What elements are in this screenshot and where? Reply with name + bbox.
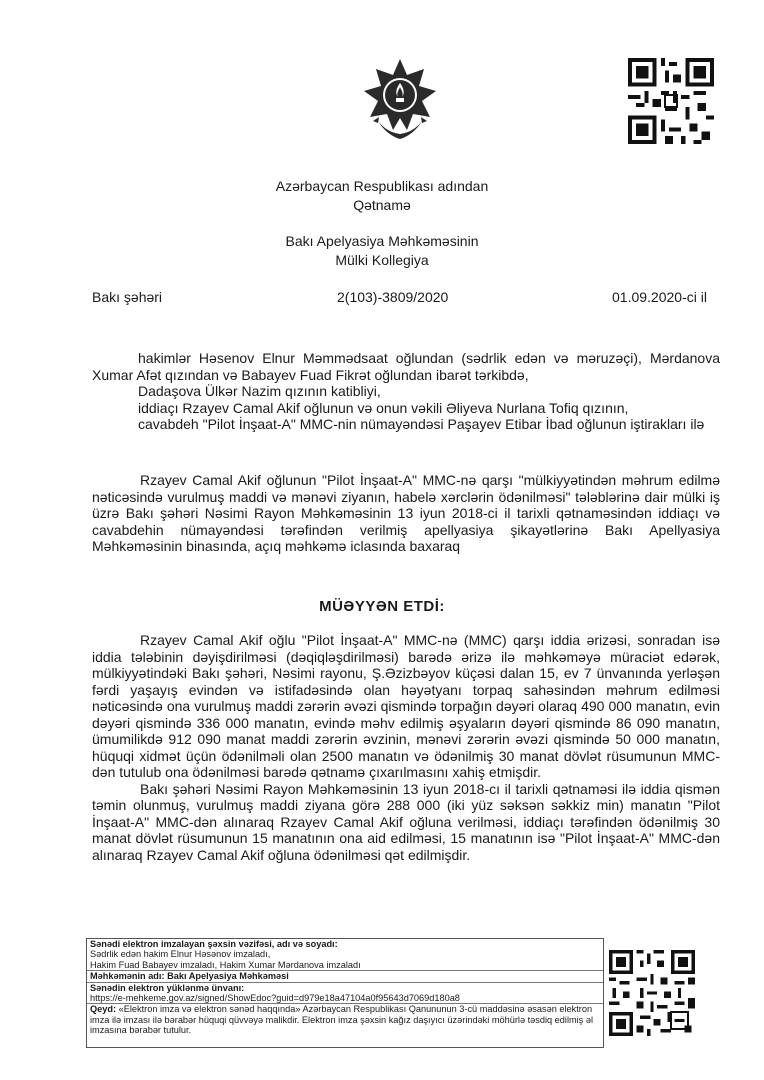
document-type: Qətnamə bbox=[353, 197, 411, 213]
signer-line-2: Hakim Fuad Babayev imzaladı, Hakim Xumar Mərdanova imzaladı bbox=[90, 959, 361, 970]
findings-section bbox=[92, 632, 720, 863]
court-value: Bakı Apelyasiya Məhkəməsi bbox=[167, 971, 289, 982]
note-label: Qeyd: bbox=[90, 1004, 117, 1015]
note-text: «Elektron imza və elektron sənəd haqqında» Azərbaycan Respublikası Qanununun 3-cü maddəsinə əsasən elektron imza ilə imzası ilə bərabər hüquqi qüvvəyə malikdir. Elektron imza şəxsin kağız daşıyıcı üzərindəki möhürlə təsdiq edilmiş əl imzasına bərabər tutulur. bbox=[90, 1004, 593, 1036]
composition-section bbox=[92, 350, 720, 433]
court-label: Məhkəmənin adı: bbox=[90, 971, 165, 982]
clerk-paragraph: Dadaşova Ülkər Nazim qızının katibliyi, bbox=[138, 383, 381, 399]
court-division: Mülki Kollegiya bbox=[335, 252, 429, 268]
address-label: Sənədin elektron yüklənmə ünvanı: bbox=[87, 982, 603, 993]
city: Bakı şəhəri bbox=[92, 289, 163, 305]
state-emblem-icon bbox=[363, 57, 437, 149]
note bbox=[87, 1003, 603, 1035]
case-description: Rzayev Camal Akif oğlunun "Pilot İnşaat-A" MMC-nə qarşı "mülkiyyətindən məhrum edilmə nəticəsində vurulmuş maddi və mənəvi ziyanın, habelə xərclərin ödənilməsi" tələblərinə dair mülki iş üzrə Bakı şəhəri Nəsimi Rayon Məhkəməsinin 13 iyun 2018-ci il tarixli qətnaməsindən iddiaçı və cavabdehin nümayəndəsi tərəfindən verilmiş apellyasiya şikayətlərinə Bakı Apellyasiya Məhkəməsinin binasında, açıq məhkəmə iclasında baxaraq bbox=[92, 472, 720, 554]
qr-code-icon bbox=[628, 58, 714, 144]
defendant-paragraph: cavabdeh "Pilot İnşaat-A" MMC-nin nümayəndəsi Paşayev Etibar İbad oğlunun iştirakları ilə bbox=[138, 416, 705, 432]
e-signature-box bbox=[86, 938, 604, 1048]
qr-code-icon bbox=[609, 950, 695, 1036]
claim-paragraph: Rzayev Camal Akif oğlu "Pilot İnşaat-A" MMC-nə (MMC) qarşı iddia ərizəsi, sonradan isə iddia tələbinin dəyişdirilməsi (dəqiqləşdirilməsi) barədə ərizə ilə məhkəməyə müraciət edərək, mülkiyyətindəki Bakı şəhəri, Nəsimi rayonu, Ş.Əzizbəyov küçəsi dalan 15, ev 7 ünvanında yerləşən fərdi yaşayış evindən və istifadəsində olan həyətyanı torpaq sahəsindən məhrum edilməsi nəticəsində ona vurulmuş maddi zərərin əvəzi qismində torpağın dəyəri olaraq 490 000 manatın, evin dəyəri qismində 336 000 manatın, evində məhv edilmiş əşyaların dəyəri qismində 86 090 manatın, ümumilikdə 912 090 manat maddi zərərin əvzinin, mənəvi zərərin əvəzi qismində 50 000 manatın, hüquqi xidmət üçün ödənilməli olan 2500 manatın və ödənilmiş 30 manat dövlət rüsumunun MMC-dən tutulub ona ödənilməsi barədə qətnamə çıxarılmasını xahiş etmişdir. bbox=[92, 632, 720, 780]
case-number: 2(103)-3809/2020 bbox=[337, 289, 449, 305]
signers-label: Sənədi elektron imzalayan şəxsin vəzifəsi, adı və soyadı: bbox=[90, 939, 338, 949]
court-line bbox=[87, 970, 603, 981]
decision-date: 01.09.2020-ci il bbox=[612, 289, 707, 305]
case-paragraph bbox=[92, 472, 720, 555]
signer-line-1: Sədrlik edən hakim Elnur Həsənov imzaladı, bbox=[90, 949, 271, 960]
plaintiff-paragraph: iddiaçı Rzayev Camal Akif oğlunun və onun vəkili Əliyeva Nurlana Tofiq qızının, bbox=[138, 399, 629, 416]
document-url[interactable]: https://e-mehkeme.gov.az/signed/ShowEdoc?guid=d979e18a47104a0f95643d7069d180a8 bbox=[90, 993, 460, 1004]
document-authority: Azərbaycan Respublikası adından bbox=[275, 178, 489, 194]
section-heading: MÜƏYYƏN ETDİ: bbox=[319, 598, 445, 615]
court-name: Bakı Apelyasiya Məhkəməsinin bbox=[285, 233, 479, 249]
judges-paragraph: hakimlər Həsenov Elnur Məmmədsaat oğlundan (sədrlik edən və məruzəçi), Mərdanova Xumar Afət qızından və Babayev Fuad Fikrət oğlundan ibarət tərkibdə, bbox=[92, 350, 720, 383]
first-instance-paragraph: Bakı şəhəri Nəsimi Rayon Məhkəməsinin 13 iyun 2018-cı il tarixli qətnaməsi ilə iddia qismən təmin olunmuş, vurulmuş maddi ziyana görə 288 000 (iki yüz səksən səkkiz min) manatın "Pilot İnşaat-A" MMC-dən alınaraq Rzayev Camal Akif oğluna verilməsi, iddiaçı tərəfindən ödənilmiş 30 manat dövlət rüsumunun 15 manatının ona aid edilməsi, 15 manatının isə "Pilot İnşaat-A" MMC-dən alınaraq Rzayev Camal Akif oğluna ödənilməsi qət edilmişdir. bbox=[92, 780, 720, 863]
